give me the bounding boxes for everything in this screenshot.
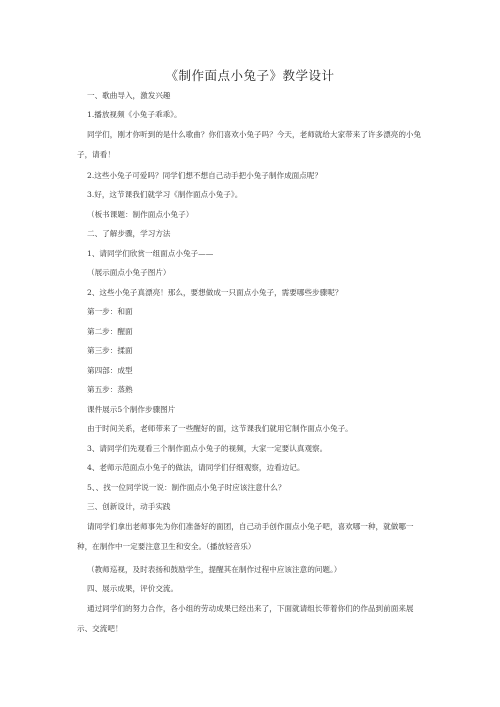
step-item: 第五步：蒸熟 [87,385,133,394]
paragraph: 2.这些小兔子可爱吗？同学们想不想自己动手把小兔子制作成面点呢？ [87,171,323,180]
section-heading: 四、展示成果，评价交流。 [87,584,179,593]
document-title: 《制作面点小兔子》教学设计 [165,68,335,83]
paragraph: 5、、找一位同学说一说：制作面点小兔子时应该注意什么？ [87,483,286,492]
paragraph: （展示面点小兔子图片） [87,268,171,277]
step-item: 第二步：醒面 [87,327,133,336]
paragraph: （板书课题：制作面点小兔子） [87,210,194,219]
paragraph: 1、请同学们欣赏一组面点小兔子—— [87,249,214,258]
paragraph: （教师巡视，及时表扬和鼓励学生，提醒其在制作过程中应该注意的问题。） [87,565,342,574]
step-item: 第三步：揉面 [87,346,133,355]
step-item: 第一步：和面 [87,307,133,316]
step-item: 第四部：成型 [87,366,133,375]
paragraph: 1.播放视频《小兔子乖乖》。 [87,110,182,119]
paragraph: 3、请同学们先观看三个制作面点小兔子的视频，大家一定要认真观察。 [87,444,328,453]
section-heading: 三、创新设计，动手实践 [87,502,171,511]
paragraph: 同学们，刚才你听到的是什么歌曲？你们喜欢小兔子吗？今天，老师就给大家带来了许多漂亮的小兔子，请看！ [77,130,422,159]
paragraph: 请同学们拿出老师事先为你们准备好的面团，自己动手创作面点小兔子吧，喜欢哪一种，就做哪一种，在制作中一定要注意卫生和安全。（播放轻音乐） [77,522,414,551]
paragraph: 通过同学们的努力合作，各小组的劳动成果已经出来了，下面就请组长带着你们的作品到前面来展示、交流吧！ [77,604,414,633]
section-heading: 一、歌曲导入，激发兴趣 [87,91,171,100]
paragraph: 2、这些小兔子真漂亮！那么，要想做成一只面点小兔子，需要哪些步骤呢？ [87,288,343,297]
paragraph: 4、老师示范面点小兔子的做法，请同学们仔细观察，边看边记。 [87,463,305,472]
paragraph: 由于时间关系，老师带来了一些醒好的面，这节课我们就用它制作面点小兔子。 [87,424,353,433]
paragraph: 3.好，这节课我们就学习《制作面点小兔子》。 [87,190,243,199]
paragraph: 课件展示5个制作步骤图片 [87,405,176,414]
section-heading: 二、了解步骤，学习方法 [87,229,171,238]
